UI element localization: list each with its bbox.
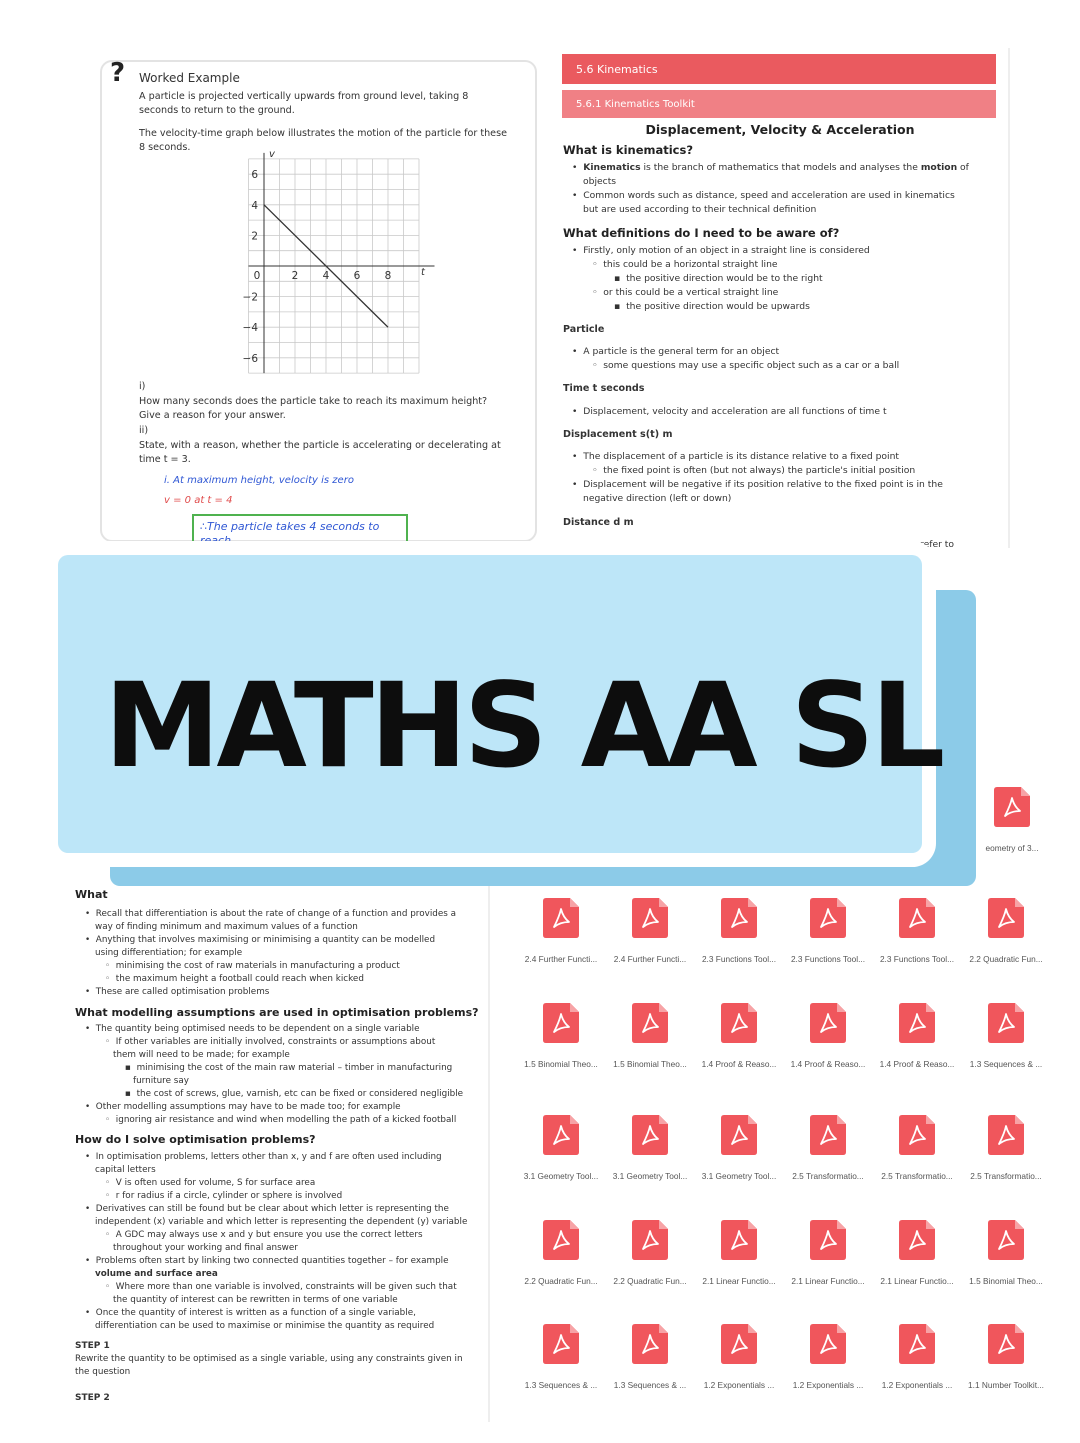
notes-title: Displacement, Velocity & Acceleration [645, 122, 915, 137]
x-tick-label: 4 [322, 270, 330, 282]
subsection-bar-toolkit[interactable]: 5.6.1 Kinematics Toolkit [562, 90, 996, 118]
list-item: differentiation can be used to maximise or minimise the quantity as required [95, 1321, 435, 1331]
pdf-file-item[interactable] [782, 1324, 874, 1424]
handwritten-answer-box: ∴The particle takes 4 seconds to reach [192, 514, 408, 548]
pdf-file-name: 2.5 Transformatio... [970, 1171, 1042, 1181]
list-item: • Recall that differentiation is about the rate of change of a function and provides a [85, 909, 457, 919]
list-item: • Displacement will be negative if its position relative to the fixed point is in the [572, 479, 943, 490]
pdf-file-name: 2.4 Further Functi... [524, 954, 598, 964]
question-i-label: i) [139, 381, 146, 392]
list-item: • In optimisation problems, letters other than x, y and f are often used including [85, 1152, 442, 1162]
pdf-file-item[interactable] [693, 1220, 785, 1320]
subheading-time: Time t seconds [563, 383, 645, 394]
pdf-file-item[interactable] [960, 898, 1052, 998]
pdf-file-icon [988, 1324, 1024, 1364]
list-item: ◦ the fixed point is often (but not always) the particle's initial position [592, 465, 916, 476]
pdf-file-item[interactable] [871, 1220, 963, 1320]
question-ii-label: ii) [139, 425, 149, 436]
pdf-file-icon [810, 1324, 846, 1364]
pdf-file-icon [988, 1115, 1024, 1155]
step-1-label: STEP 1 [75, 1341, 110, 1351]
pdf-file-item[interactable] [515, 1003, 607, 1103]
pdf-file-name: 1.4 Proof & Reaso... [701, 1059, 777, 1069]
list-item: ▪ the positive direction would be upwards [614, 301, 810, 312]
pdf-file-icon [988, 1003, 1024, 1043]
x-tick-label: 0 [253, 270, 261, 282]
pdf-file-name: 1.1 Number Toolkit... [968, 1380, 1044, 1390]
pdf-file-name: 2.5 Transformatio... [881, 1171, 953, 1181]
list-item: • Once the quantity of interest is written as a function of a single variable, [85, 1308, 416, 1318]
pdf-file-name: 1.4 Proof & Reaso... [879, 1059, 955, 1069]
list-item: • Displacement, velocity and acceleration are all functions of time t [572, 406, 887, 417]
step-1-text: Rewrite the quantity to be optimised as a single variable, using any constraints given in [75, 1354, 463, 1364]
pdf-file-item[interactable] [604, 1115, 696, 1215]
y-axis-label: v [269, 148, 275, 160]
list-item: ◦ Where more than one variable is involved, constraints will be given such that [105, 1282, 457, 1292]
pdf-file-icon [899, 1003, 935, 1043]
pdf-file-name: 2.4 Further Functi... [613, 954, 687, 964]
pdf-file-item[interactable] [871, 1003, 963, 1103]
pdf-file-name: 2.3 Functions Tool... [879, 954, 955, 964]
y-tick-label: 2 [251, 230, 258, 243]
pdf-file-name: 1.5 Binomial Theo... [613, 1059, 687, 1069]
pdf-file-item[interactable] [960, 1003, 1052, 1103]
pdf-file-name: 2.1 Linear Functio... [880, 1276, 954, 1286]
heading-what-is-kinematics: What is kinematics? [563, 143, 694, 157]
pdf-file-name: 2.2 Quadratic Fun... [969, 954, 1043, 964]
pdf-file-icon [899, 1115, 935, 1155]
pdf-file-name: 1.3 Sequences & ... [969, 1059, 1043, 1069]
pdf-file-item[interactable] [515, 1324, 607, 1424]
pdf-file-icon [543, 1324, 579, 1364]
pdf-file-name: 3.1 Geometry Tool... [523, 1171, 599, 1181]
question-mark-icon: ? [110, 58, 126, 88]
list-item: • Other modelling assumptions may have to be made too; for example [85, 1102, 401, 1112]
pdf-file-item[interactable] [871, 898, 963, 998]
pdf-file-icon [721, 898, 757, 938]
pdf-file-name: 2.2 Quadratic Fun... [613, 1276, 687, 1286]
pdf-file-icon [721, 1324, 757, 1364]
list-item: ◦ the maximum height a football could reach when kicked [105, 974, 364, 984]
pdf-file-name: 2.1 Linear Functio... [791, 1276, 865, 1286]
list-item: ▪ the cost of screws, glue, varnish, etc can be fixed or considered negligible [125, 1089, 464, 1099]
list-item: ◦ or this could be a vertical straight line [592, 287, 779, 298]
pdf-file-icon [810, 898, 846, 938]
list-item: ▪ the positive direction would be to the right [614, 273, 823, 284]
pdf-file-name: 1.2 Exponentials ... [703, 1380, 775, 1390]
pdf-file-name: 3.1 Geometry Tool... [612, 1171, 688, 1181]
list-item: ▪ minimising the cost of the main raw material – timber in manufacturing [125, 1063, 453, 1073]
list-item: • Kinematics is the branch of mathematics that models and analyses the motion of [572, 162, 969, 173]
y-tick-label: 6 [251, 169, 258, 182]
pdf-file-icon [994, 787, 1030, 827]
list-item: • Problems often start by linking two connected quantities together – for example [85, 1256, 449, 1266]
pdf-file-name: 2.2 Quadratic Fun... [524, 1276, 598, 1286]
pdf-file-item[interactable] [693, 1115, 785, 1215]
x-tick-label: 6 [353, 270, 361, 282]
section-bar-kinematics[interactable]: 5.6 Kinematics [562, 54, 996, 84]
pdf-file-item[interactable] [604, 1324, 696, 1424]
pdf-file-icon [899, 898, 935, 938]
pdf-file-item[interactable] [693, 898, 785, 998]
list-item: but are used according to their technical definition [583, 204, 817, 215]
x-tick-label: 2 [291, 270, 299, 282]
pdf-file-item[interactable] [871, 1324, 963, 1424]
pdf-file-name: 2.3 Functions Tool... [701, 954, 777, 964]
pdf-file-name: 3.1 Geometry Tool... [701, 1171, 777, 1181]
worked-graph-intro: The velocity-time graph below illustrates the motion of the particle for these 8 seconds. [139, 128, 507, 153]
list-item: objects [583, 176, 617, 187]
pdf-file-icon [543, 1220, 579, 1260]
pdf-file-icon [810, 1115, 846, 1155]
heading-what: What [75, 888, 108, 901]
list-item: way of finding minimum and maximum values of a function [95, 922, 358, 932]
pdf-file-icon [810, 1003, 846, 1043]
pdf-file-icon [543, 1003, 579, 1043]
y-tick-label: −2 [242, 291, 258, 304]
question-ii: State, with a reason, whether the particle is accelerating or decelerating at time t = 3. [139, 440, 501, 465]
pdf-file-name: 2.1 Linear Functio... [702, 1276, 776, 1286]
pdf-file-item[interactable] [515, 1220, 607, 1320]
pdf-file-icon [899, 1324, 935, 1364]
pdf-file-icon [988, 1220, 1024, 1260]
pdf-file-name: 2.5 Transformatio... [792, 1171, 864, 1181]
pdf-file-item[interactable] [960, 1115, 1052, 1215]
list-item: ◦ r for radius if a circle, cylinder or sphere is involved [105, 1191, 343, 1201]
pdf-file-name: 1.5 Binomial Theo... [969, 1276, 1043, 1286]
subheading-particle: Particle [563, 324, 605, 335]
pdf-file-item[interactable] [604, 1220, 696, 1320]
step-1-text: the question [75, 1367, 131, 1377]
heading-modelling-assumptions: What modelling assumptions are used in optimisation problems? [75, 1006, 479, 1019]
pdf-file-item[interactable] [960, 1324, 1052, 1424]
pdf-file-icon [721, 1003, 757, 1043]
pdf-file-icon [810, 1220, 846, 1260]
pdf-file-item[interactable] [871, 1115, 963, 1215]
y-tick-label: 4 [251, 199, 258, 212]
pdf-file-name: 1.3 Sequences & ... [613, 1380, 687, 1390]
pdf-file-item[interactable] [604, 1003, 696, 1103]
velocity-time-graph [214, 148, 444, 370]
list-item: ◦ If other variables are initially involved, constraints or assumptions about [105, 1037, 436, 1047]
pdf-file-name: eometry of 3... [985, 843, 1039, 853]
list-item: ◦ A GDC may always use x and y but ensure you use the correct letters [105, 1230, 423, 1240]
pdf-file-name: 1.4 Proof & Reaso... [790, 1059, 866, 1069]
x-tick-label: 8 [384, 270, 392, 282]
list-item: • Common words such as distance, speed and acceleration are used in kinematics [572, 190, 955, 201]
pdf-file-name: 1.2 Exponentials ... [792, 1380, 864, 1390]
pdf-file-item[interactable] [604, 898, 696, 998]
pdf-file-item[interactable] [960, 1220, 1052, 1320]
pdf-file-item[interactable] [782, 1220, 874, 1320]
list-item: • Firstly, only motion of an object in a straight line is considered [572, 245, 870, 256]
pdf-file-icon [632, 1003, 668, 1043]
pdf-file-icon [543, 898, 579, 938]
pdf-file-icon [632, 1324, 668, 1364]
pdf-file-item[interactable] [782, 898, 874, 998]
y-tick-label: −6 [242, 352, 258, 365]
heading-solve-optimisation: How do I solve optimisation problems? [75, 1133, 316, 1146]
y-tick-label: −4 [242, 322, 258, 335]
pdf-file-item[interactable] [782, 1003, 874, 1103]
step-2-label: STEP 2 [75, 1393, 110, 1403]
graph-ticks [243, 169, 392, 365]
pdf-file-icon [899, 1220, 935, 1260]
list-item: ◦ this could be a horizontal straight line [592, 259, 778, 270]
pdf-file-item[interactable] [693, 1003, 785, 1103]
list-item: • A particle is the general term for an object [572, 346, 780, 357]
pdf-file-name: 1.2 Exponentials ... [881, 1380, 953, 1390]
pdf-file-name: 2.3 Functions Tool... [790, 954, 866, 964]
list-item: throughout your working and final answer [113, 1243, 298, 1253]
pdf-file-icon [721, 1115, 757, 1155]
list-item: ◦ minimising the cost of raw materials in manufacturing a product [105, 961, 400, 971]
optimisation-notes-card [70, 862, 490, 1422]
pdf-file-item[interactable] [693, 1324, 785, 1424]
list-item: ◦ V is often used for volume, S for surface area [105, 1178, 316, 1188]
pdf-file-item[interactable] [515, 1115, 607, 1215]
pdf-file-icon [721, 1220, 757, 1260]
list-item: using differentiation; for example [95, 948, 243, 958]
truncated-text: refer to [920, 539, 955, 550]
list-item: negative direction (left or down) [583, 493, 732, 504]
banner-title: MATHS AA SL [104, 657, 942, 794]
list-item: • Anything that involves maximising or minimising a quantity can be modelled [85, 935, 436, 945]
list-item: • The displacement of a particle is its distance relative to a fixed point [572, 451, 900, 462]
worked-example-title: Worked Example [139, 71, 240, 85]
list-item: ◦ some questions may use a specific object such as a car or a ball [592, 360, 900, 371]
pdf-file-item[interactable] [515, 898, 607, 998]
pdf-file-name: 1.3 Sequences & ... [524, 1380, 598, 1390]
subheading-distance: Distance d m [563, 517, 634, 528]
list-item: independent (x) variable and which letter is representing the dependent (y) variable [95, 1217, 468, 1227]
list-item: them will need to be made; for example [113, 1050, 290, 1060]
pdf-file-icon [543, 1115, 579, 1155]
list-item: ◦ ignoring air resistance and wind when modelling the path of a kicked football [105, 1115, 457, 1125]
pdf-file-icon [632, 1115, 668, 1155]
pdf-file-icon [988, 898, 1024, 938]
pdf-file-icon [632, 898, 668, 938]
list-item: • These are called optimisation problems [85, 987, 270, 997]
heading-definitions: What definitions do I need to be aware of? [563, 226, 840, 240]
worked-example-card [100, 58, 537, 547]
pdf-file-icon [632, 1220, 668, 1260]
pdf-file-name: 1.5 Binomial Theo... [524, 1059, 598, 1069]
list-item: capital letters [95, 1165, 156, 1175]
subheading-displacement: Displacement s(t) m [563, 429, 673, 440]
handwritten-answer-line1: i. At maximum height, velocity is zero [164, 475, 354, 486]
question-i: How many seconds does the particle take to reach its maximum height? Give a reason for your answer. [139, 396, 488, 421]
list-item: • Derivatives can still be found but be clear about which letter is representing the [85, 1204, 449, 1214]
list-item: furniture say [133, 1076, 189, 1086]
handwritten-answer-line2: v = 0 at t = 4 [164, 495, 233, 506]
list-item: the quantity of interest can be rewritten in terms of one variable [113, 1295, 398, 1305]
pdf-file-item[interactable] [966, 787, 1058, 887]
list-item: volume and surface area [95, 1269, 218, 1279]
kinematics-notes-card [560, 48, 1010, 548]
worked-intro: A particle is projected vertically upwards from ground level, taking 8 seconds to return to the ground. [139, 91, 469, 116]
pdf-file-item[interactable] [782, 1115, 874, 1215]
list-item: • The quantity being optimised needs to be dependent on a single variable [85, 1024, 420, 1034]
x-axis-label: t [421, 267, 425, 278]
